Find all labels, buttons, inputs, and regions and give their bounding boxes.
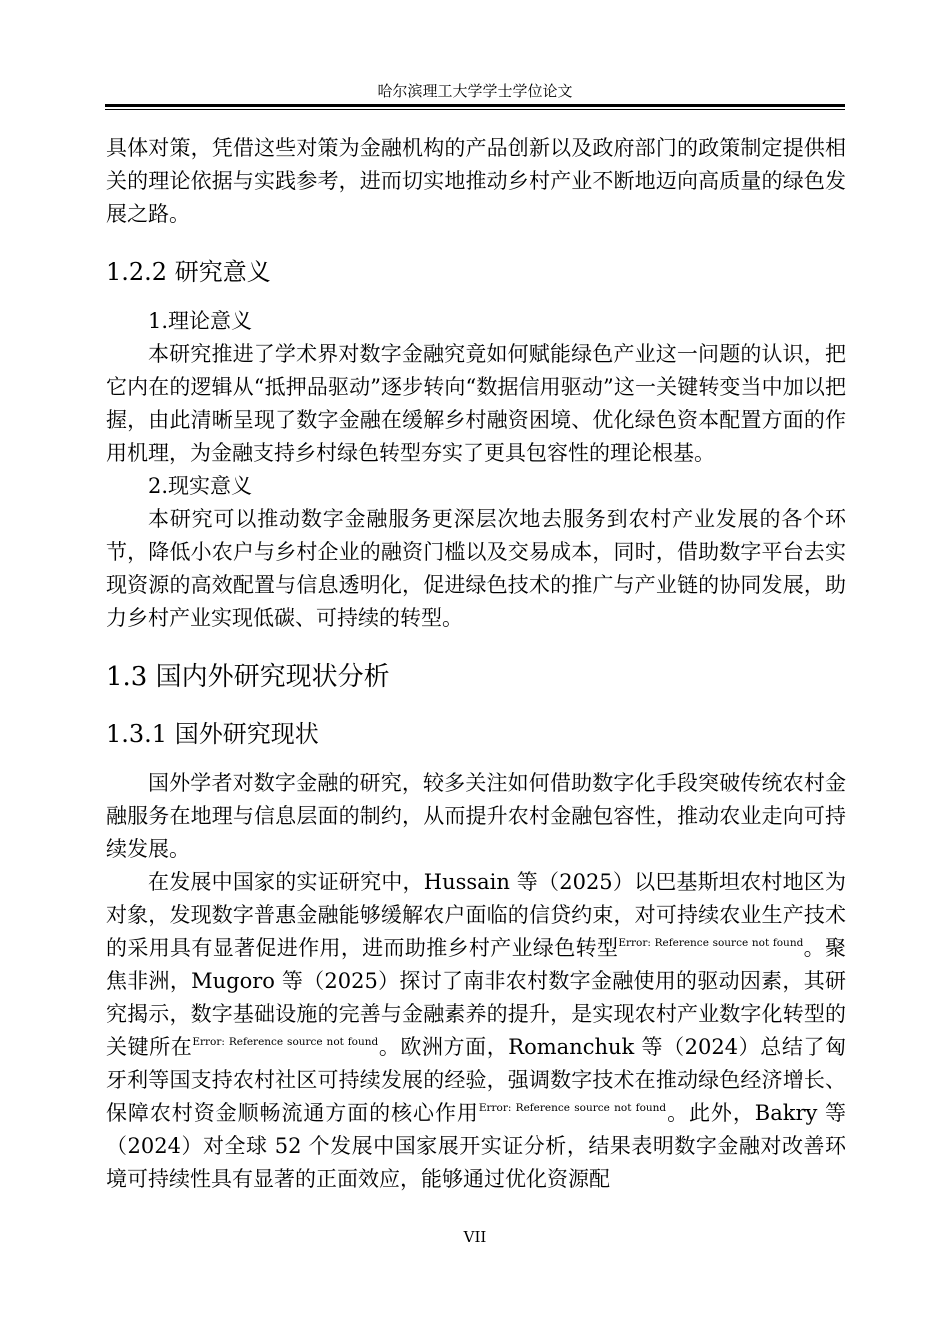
theory-significance-paragraph: 本研究推进了学术界对数字金融究竟如何赋能绿色产业这一问题的认识，把它内在的逻辑从“抵押品驱动”逐步转向“数据信用驱动”这一关键转变当中加以把握，由此清晰呈现了数字金融在缓解乡村融资困境、优化绿色资本配置方面的作用机理，为金融支持乡村绿色转型夯实了更具包容性的理论根基。 (106, 342, 846, 465)
practical-significance-label: 2.现实意义 (148, 474, 253, 498)
citation-error-marker: Error: Reference source not found (618, 937, 804, 949)
running-header: 哈尔滨理工大学学士学位论文 (377, 82, 573, 100)
practical-significance-paragraph: 本研究可以推动数字金融服务更深层次地去服务到农村产业发展的各个环节，降低小农户与乡村企业的融资门槛以及交易成本，同时，借助数字平台去实现资源的高效配置与信息透明化，促进绿色技术的推广与产业链的协同发展，助力乡村产业实现低碳、可持续的转型。 (106, 507, 846, 630)
page-body (106, 132, 846, 1196)
text-run: 。聚焦非洲，Mugoro 等（2025）探讨了南非农村数字金融使用的驱动因素，其研究揭示，数字基础设施的完善与金融素养的提升，是实现农村产业数字化转型的关键所在 (106, 936, 847, 1059)
page-number: VII (463, 1228, 487, 1246)
text-run: 。欧洲方面，Romanchuk 等（2024）总结了匈牙利等国支持农村社区可持续发展的经验，强调数字技术在推动绿色经济增长、保障农村资金顺畅流通方面的核心作用 (106, 1035, 846, 1125)
theory-significance-label: 1.理论意义 (148, 309, 253, 333)
header-rule-thin (105, 109, 845, 110)
citation-error-marker: Error: Reference source not found (192, 1036, 379, 1048)
section-heading-1-3: 1.3 国内外研究现状分析 (106, 662, 390, 692)
foreign-research-paragraph (106, 866, 846, 1196)
citation-error-marker: Error: Reference source not found (478, 1102, 667, 1114)
header-rule-thick (105, 104, 845, 107)
text-run: 。此外，Bakry 等（2024）对全球 52 个发展中国家展开实证分析，结果表明数字金融对改善环境可持续性具有显著的正面效应，能够通过优化资源配 (106, 1101, 846, 1191)
continuation-paragraph: 具体对策，凭借这些对策为金融机构的产品创新以及政府部门的政策制定提供相关的理论依据与实践参考，进而切实地推动乡村产业不断地迈向高质量的绿色发展之路。 (106, 136, 846, 226)
foreign-research-intro: 国外学者对数字金融的研究，较多关注如何借助数字化手段突破传统农村金融服务在地理与信息层面的制约，从而提升农村金融包容性，推动农业走向可持续发展。 (106, 771, 846, 861)
text-run: 在发展中国家的实证研究中，Hussain 等（2025）以巴基斯坦农村地区为对象，发现数字普惠金融能够缓解农户面临的信贷约束，对可持续农业生产技术的采用具有显著促进作用，进而助推乡村产业绿色转型 (106, 870, 846, 960)
section-heading-1-2-2: 1.2.2 研究意义 (106, 258, 271, 286)
section-heading-1-3-1: 1.3.1 国外研究现状 (106, 720, 319, 748)
